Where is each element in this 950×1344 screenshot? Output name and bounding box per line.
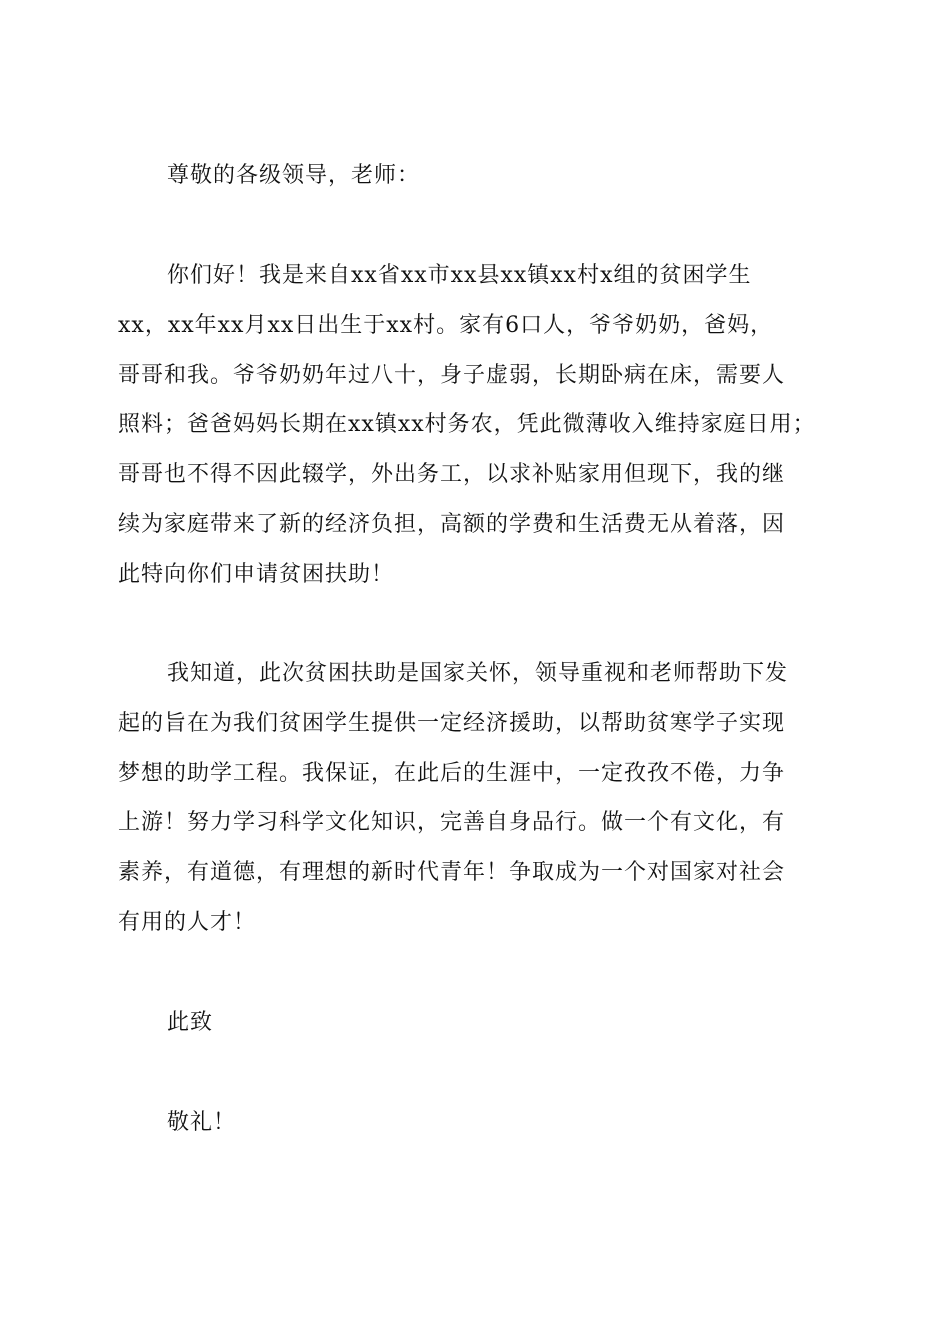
salutation: 尊敬的各级领导，老师：: [167, 163, 421, 188]
paragraph-line: 我知道，此次贫困扶助是国家关怀，领导重视和老师帮助下发: [167, 661, 789, 686]
paragraph-line: 起的旨在为我们贫困学生提供一定经济援助，以帮助贫寒学子实现: [118, 711, 786, 736]
paragraph-line: 有用的人才！: [118, 910, 257, 935]
paragraph-line: 你们好！我是来自xx省xx市xx县xx镇xx村x组的贫困学生: [167, 263, 752, 288]
closing-jingli: 敬礼！: [167, 1110, 237, 1135]
paragraph-line: 此特向你们申请贫困扶助！: [118, 562, 395, 587]
paragraph-line: 梦想的助学工程。我保证，在此后的生涯中，一定孜孜不倦，力争: [118, 761, 786, 786]
paragraph-line: 哥哥也不得不因此辍学，外出务工，以求补贴家用但现下，我的继: [118, 462, 786, 487]
paragraph-line: 素养，有道德，有理想的新时代青年！争取成为一个对国家对社会: [118, 860, 786, 885]
paragraph-line: 上游！努力学习科学文化知识，完善自身品行。做一个有文化，有: [118, 810, 786, 835]
paragraph-line: 哥哥和我。爷爷奶奶年过八十，身子虚弱，长期卧病在床，需要人: [118, 363, 786, 388]
paragraph-line: 照料；爸爸妈妈长期在xx镇xx村务农，凭此微薄收入维持家庭日用；: [118, 412, 816, 437]
paragraph-line: xx，xx年xx月xx日出生于xx村。家有6口人，爷爷奶奶，爸妈，: [118, 313, 774, 338]
closing-cizhi: 此致: [167, 1010, 214, 1035]
paragraph-line: 续为家庭带来了新的经济负担，高额的学费和生活费无从着落，因: [118, 512, 786, 537]
